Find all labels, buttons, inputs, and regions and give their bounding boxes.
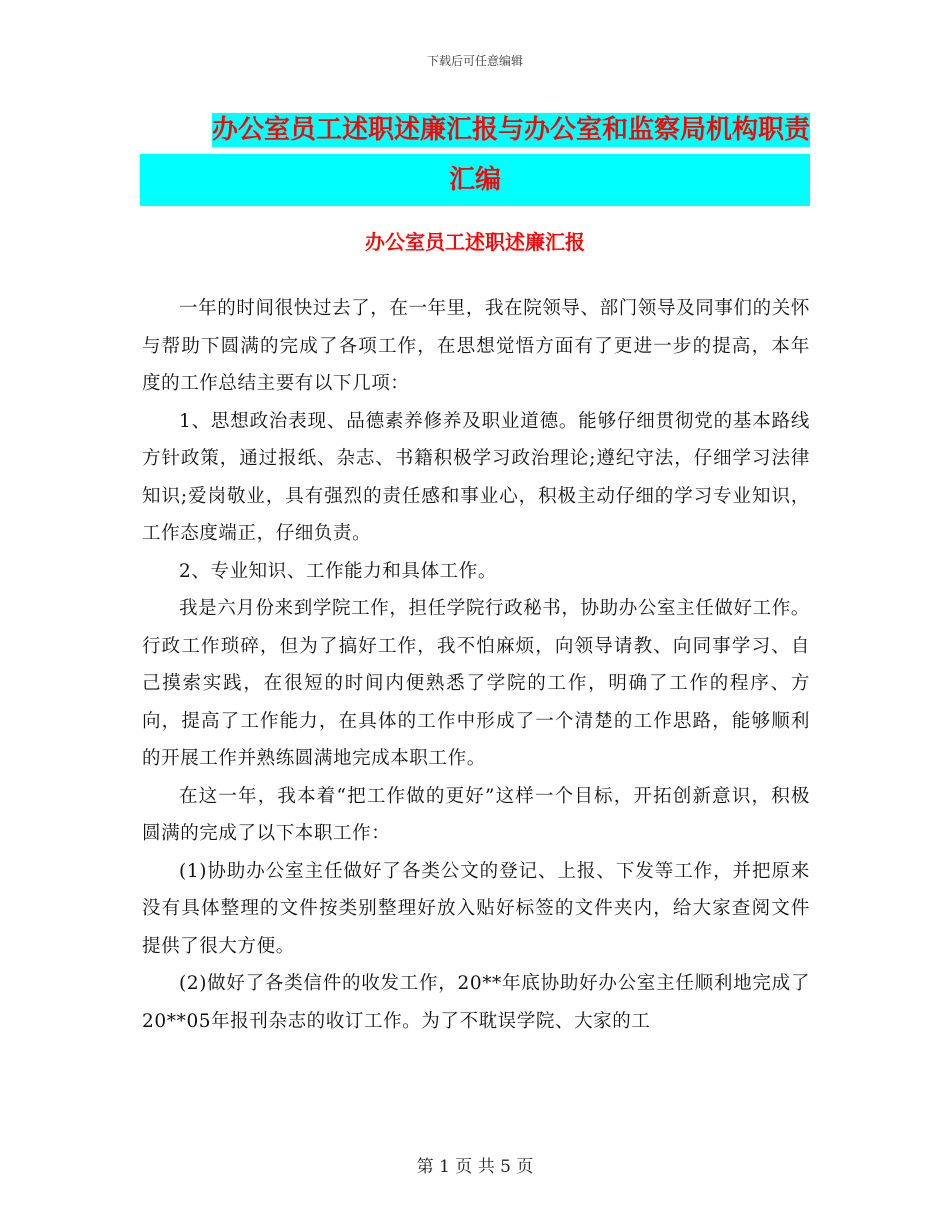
page-footer: 第 1 页 共 5 页	[416, 1157, 534, 1177]
document-title-line2-wrap	[140, 154, 810, 206]
paragraph: (2)做好了各类信件的收发工作，20**年底协助好办公室主任顺利地完成了20**05年报刊杂志的收订工作。为了不耽误学院、大家的工	[142, 973, 810, 1032]
paragraph: 我是六月份来到学院工作，担任学院行政秘书，协助办公室主任做好工作。行政工作琐碎，但为了搞好工作，我不怕麻烦，向领导请教、向同事学习、自己摸索实践，在很短的时间内便熟悉了学院的工作，明确了工作的程序、方向，提高了工作能力，在具体的工作中形成了一个清楚的工作思路，能够顺利的开展工作并熟练圆满地完成本职工作。	[142, 598, 810, 769]
paragraph: 一年的时间很快过去了，在一年里，我在院领导、部门领导及同事们的关怀与帮助下圆满的完成了各项工作，在思想觉悟方面有了更进一步的提高，本年度的工作总结主要有以下几项：	[142, 298, 810, 394]
paragraph: 1、思想政治表现、品德素养修养及职业道德。能够仔细贯彻党的基本路线方针政策，通过报纸、杂志、书籍积极学习政治理论;遵纪守法，仔细学习法律知识;爱岗敬业，具有强烈的责任感和事业心，积极主动仔细的学习专业知识，工作态度端正，仔细负责。	[142, 410, 810, 544]
paragraph: 在这一年，我本着“把工作做的更好”这样一个目标，开拓创新意识，积极圆满的完成了以下本职工作：	[142, 785, 810, 844]
document-title-line2: 汇编	[448, 165, 501, 195]
section-title: 办公室员工述职述廉汇报	[365, 230, 585, 254]
header-note: 下载后可任意编辑	[426, 54, 523, 68]
document-title-line1: 办公室员工述职述廉汇报与办公室和监察局机构职责	[211, 115, 810, 145]
document-body	[142, 290, 810, 1040]
document-title	[140, 106, 810, 206]
paragraph: 2、专业知识、工作能力和具体工作。	[179, 560, 497, 582]
paragraph: (1)协助办公室主任做好了各类公文的登记、上报、下发等工作，并把原来没有具体整理的文件按类别整理好放入贴好标签的文件夹内，给大家查阅文件提供了很大方便。	[142, 860, 810, 957]
